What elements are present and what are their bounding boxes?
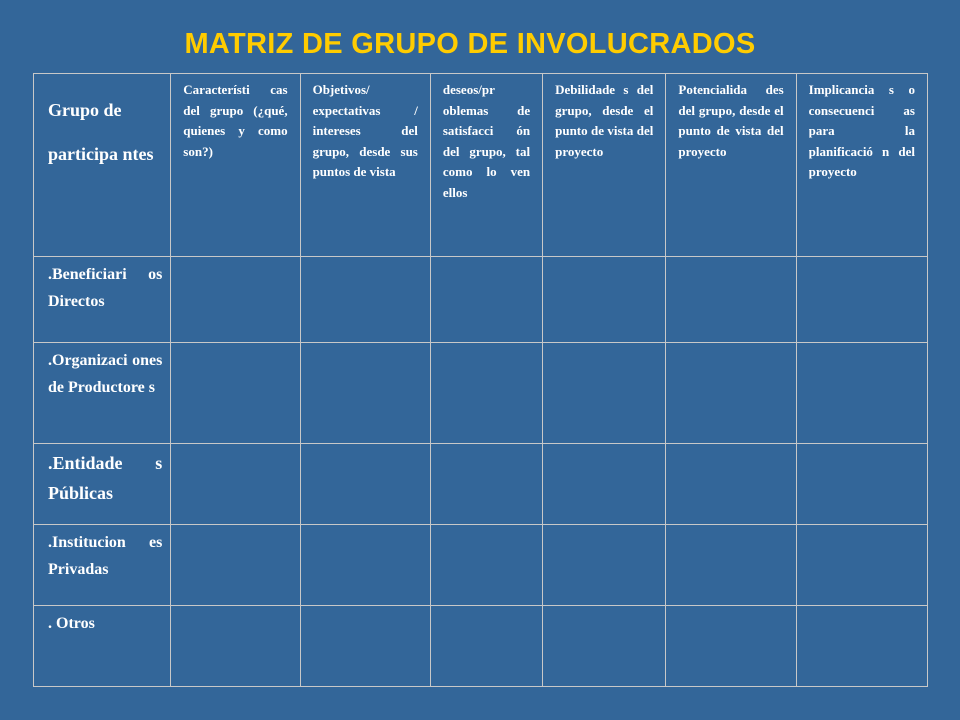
- row-label: . Otros: [48, 615, 95, 632]
- header-cell-objectives: [300, 74, 430, 257]
- table-cell: [796, 343, 927, 444]
- row-label-beneficiaries: [34, 257, 171, 343]
- table-cell: [300, 525, 430, 606]
- table-cell: [171, 257, 300, 343]
- table-cell: [430, 525, 542, 606]
- table-cell: [171, 343, 300, 444]
- table-cell: [300, 444, 430, 525]
- table-cell: [171, 444, 300, 525]
- header-cell-implications: [796, 74, 927, 257]
- header-cell-characteristics: [171, 74, 300, 257]
- row-label-producer-organizations: [34, 343, 171, 444]
- header-label: Característi cas del grupo (¿qué, quienes y como son?): [183, 82, 288, 159]
- table-row: [34, 525, 928, 606]
- row-label: .Entidade s Públicas: [48, 453, 163, 503]
- table-row: [34, 606, 928, 687]
- table-cell: [430, 257, 542, 343]
- table-cell: [171, 606, 300, 687]
- header-row: [34, 74, 928, 257]
- table-cell: [666, 606, 796, 687]
- table-cell: [300, 343, 430, 444]
- table-cell: [543, 343, 666, 444]
- table-cell: [543, 606, 666, 687]
- table-cell: [300, 257, 430, 343]
- row-label-others: [34, 606, 171, 687]
- row-label: .Institucion es Privadas: [48, 534, 163, 578]
- header-label: Potencialida des del grupo, desde el punto de vista del proyecto: [678, 82, 784, 159]
- table-cell: [666, 525, 796, 606]
- table-row: [34, 444, 928, 525]
- header-label: Debilidade s del grupo, desde el punto de vista del proyecto: [555, 82, 654, 159]
- header-cell-participant-group: [34, 74, 171, 257]
- stakeholder-matrix-table: [33, 73, 928, 687]
- row-label-public-entities: [34, 444, 171, 525]
- table-cell: [796, 257, 927, 343]
- row-label-private-institutions: [34, 525, 171, 606]
- table-cell: [543, 257, 666, 343]
- row-label: .Organizaci ones de Productore s: [48, 352, 163, 396]
- header-label: Implicancia s o consecuenci as para la planificació n del proyecto: [808, 82, 915, 179]
- table-cell: [430, 606, 542, 687]
- header-cell-potentials: [666, 74, 796, 257]
- table-row: [34, 257, 928, 343]
- table-cell: [796, 444, 927, 525]
- table-cell: [666, 257, 796, 343]
- table-cell: [430, 343, 542, 444]
- row-label: .Beneficiari os Directos: [48, 266, 163, 310]
- table-cell: [300, 606, 430, 687]
- table-row: [34, 343, 928, 444]
- table-cell: [666, 444, 796, 525]
- slide-title: MATRIZ DE GRUPO DE INVOLUCRADOS: [184, 28, 756, 60]
- table-cell: [796, 525, 927, 606]
- table-cell: [666, 343, 796, 444]
- header-label: Objetivos/ expectativas / intereses del grupo, desde sus puntos de vista: [312, 82, 418, 179]
- header-label: deseos/pr oblemas de satisfacci ón del grupo, tal como lo ven ellos: [442, 82, 531, 200]
- header-label: Grupo de participa ntes: [48, 100, 154, 164]
- table-cell: [543, 525, 666, 606]
- table-cell: [430, 444, 542, 525]
- header-cell-wishes-problems: [430, 74, 542, 257]
- table-cell: [543, 444, 666, 525]
- table-cell: [796, 606, 927, 687]
- table-cell: [171, 525, 300, 606]
- header-cell-weaknesses: [543, 74, 666, 257]
